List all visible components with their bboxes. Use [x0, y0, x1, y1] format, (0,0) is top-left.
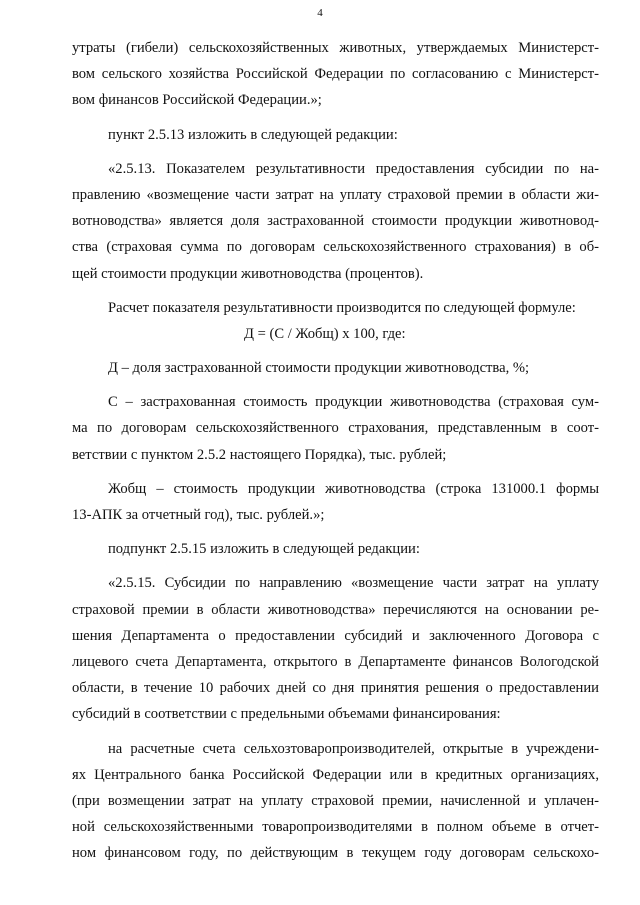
text-line: вом сельского хозяйства Российской Федерации по согласованию с Министерст-	[72, 66, 599, 83]
text-line: ной сельскохозяйственными товаропроизводителями в полном объеме в отчет-	[72, 819, 599, 836]
text-line: Расчет показателя результативности производится по следующей формуле:	[108, 299, 576, 316]
text-line: С – застрахованная стоимость продукции животноводства (страховая сум-	[108, 394, 599, 411]
text-line: страховой премии в области животноводства» перечисляются на основании ре-	[72, 601, 599, 618]
text-line: шения Департамента о предоставлении субсидий и заключенного Договора с	[72, 627, 599, 644]
text-line: области, в течение 10 рабочих дней со дня принятия решения о предоставлении	[72, 680, 599, 697]
text-line: подпункт 2.5.15 изложить в следующей редакции:	[108, 541, 420, 558]
page-number: 4	[317, 7, 323, 19]
text-line: лицевого счета Департамента, открытого в Департаменте финансов Вологодской	[72, 653, 599, 670]
text-line: ном финансовом году, по действующим в текущем году договорам сельскохо-	[72, 845, 599, 862]
text-line: 13-АПК за отчетный год), тыс. рублей.»;	[72, 507, 325, 523]
text-line: вом финансов Российской Федерации.»;	[72, 92, 322, 109]
text-line: ветствии с пунктом 2.5.2 настоящего Порядка), тыс. рублей;	[72, 446, 447, 463]
text-line: ях Центрального банка Российской Федерации или в кредитных организациях,	[72, 766, 599, 783]
text-line: вотноводства» является доля застрахованной стоимости продукции животновод-	[72, 213, 599, 230]
text-line: ма по договорам сельскохозяйственного страхования, представленным в соот-	[72, 420, 599, 437]
text-line: Д – доля застрахованной стоимости продукции животноводства, %;	[108, 360, 530, 377]
text-line: пункт 2.5.13 изложить в следующей редакции:	[108, 126, 398, 143]
text-line: «2.5.15. Субсидии по направлению «возмещение части затрат на уплату	[108, 575, 599, 592]
text-line: утраты (гибели) сельскохозяйственных животных, утверждаемых Министерст-	[72, 40, 599, 56]
text-line: на расчетные счета сельхозтоваропроизводителей, открытые в учреждени-	[108, 740, 599, 757]
text-line: ства (страховая сумма по договорам сельскохозяйственного страхования) в об-	[72, 239, 599, 256]
text-line: субсидий в соответствии с предельными объемами финансирования:	[72, 706, 501, 723]
text-line: «2.5.13. Показателем результативности предоставления субсидии по на-	[108, 160, 599, 177]
formula-line: Д = (С / Жобщ) х 100, где:	[244, 325, 406, 342]
text-line: щей стоимости продукции животноводства (процентов).	[72, 265, 424, 282]
text-line: (при возмещении затрат на уплату страховой премии, начисленной и уплачен-	[72, 792, 599, 809]
text-line: Жобщ – стоимость продукции животноводства (строка 131000.1 формы	[108, 480, 599, 497]
document-body	[72, 35, 599, 866]
text-line: правлению «возмещение части затрат на уплату страховой премии в области жи-	[72, 186, 599, 203]
